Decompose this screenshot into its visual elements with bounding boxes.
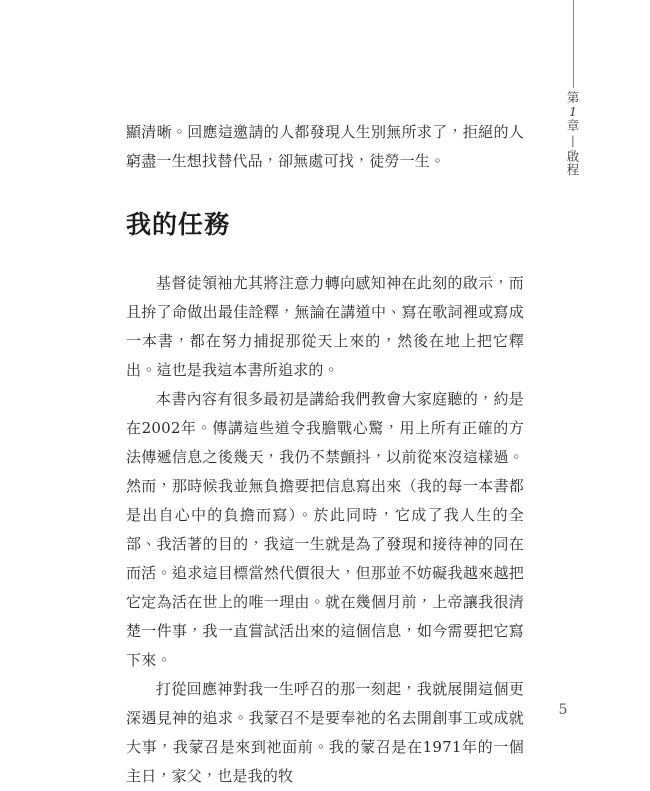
continuation-paragraph: 顯清晰。回應這邀請的人都發現人生別無所求了，拒絕的人窮盡一生想找替代品，卻無處可找，徒勞一生。	[126, 123, 524, 170]
body-paragraph: 本書內容有很多最初是講給我們教會大家庭聽的，約是在2002年。傳講這些道令我膽戰心驚，用上所有正確的方法傳遞信息之後幾天，我仍不禁顫抖，以前從來沒這樣過。然而，那時候我並無負擔要把信息寫出來（我的每一本書都是出自心中的負擔而寫）。於此同時，它成了我人生的全部、我活著的目的，我這一生就是為了發現和接待神的同在而活。追求這目標當然代價很大，但那並不妨礙我越來越把它定為活在世上的唯一理由。就在幾個月前，上帝讓我很清楚一件事，我一直嘗試活出來的這個信息，如今需要把它寫下來。	[126, 390, 524, 669]
body-paragraph: 打從回應神對我一生呼召的那一刻起，我就展開這個更深遇見神的追求。我蒙召不是要奉祂的名去開創事工或成就大事，我蒙召是來到祂面前。我的蒙召是在1971年的一個主日，家父，也是我的牧	[126, 680, 524, 785]
section-heading-wrap	[126, 211, 524, 239]
chapter-separator-dash: —	[566, 135, 582, 148]
chapter-number: 1	[569, 103, 577, 119]
body-text-block	[126, 269, 524, 791]
chapter-title-char-2: 程	[566, 161, 580, 177]
body-paragraph: 基督徒領袖尤其將注意力轉向感知神在此刻的啟示，而且拚了命做出最佳詮釋，無論在講道中、寫在歌詞裡或寫成一本書，都在努力捕捉那從天上來的，然後在地上把它釋出。這也是我這本書所追求的。	[126, 274, 524, 379]
chapter-marker-text	[567, 92, 580, 176]
section-heading: 我的任務	[126, 210, 231, 239]
chapter-marker-rule	[573, 0, 574, 88]
page-number: 5	[558, 702, 568, 718]
top-text-block	[126, 118, 524, 176]
chapter-unit-char: 章	[566, 117, 580, 133]
chapter-title-char-1: 啟	[566, 148, 580, 164]
chapter-marker	[556, 0, 590, 200]
chapter-prefix-char: 第	[566, 90, 580, 105]
